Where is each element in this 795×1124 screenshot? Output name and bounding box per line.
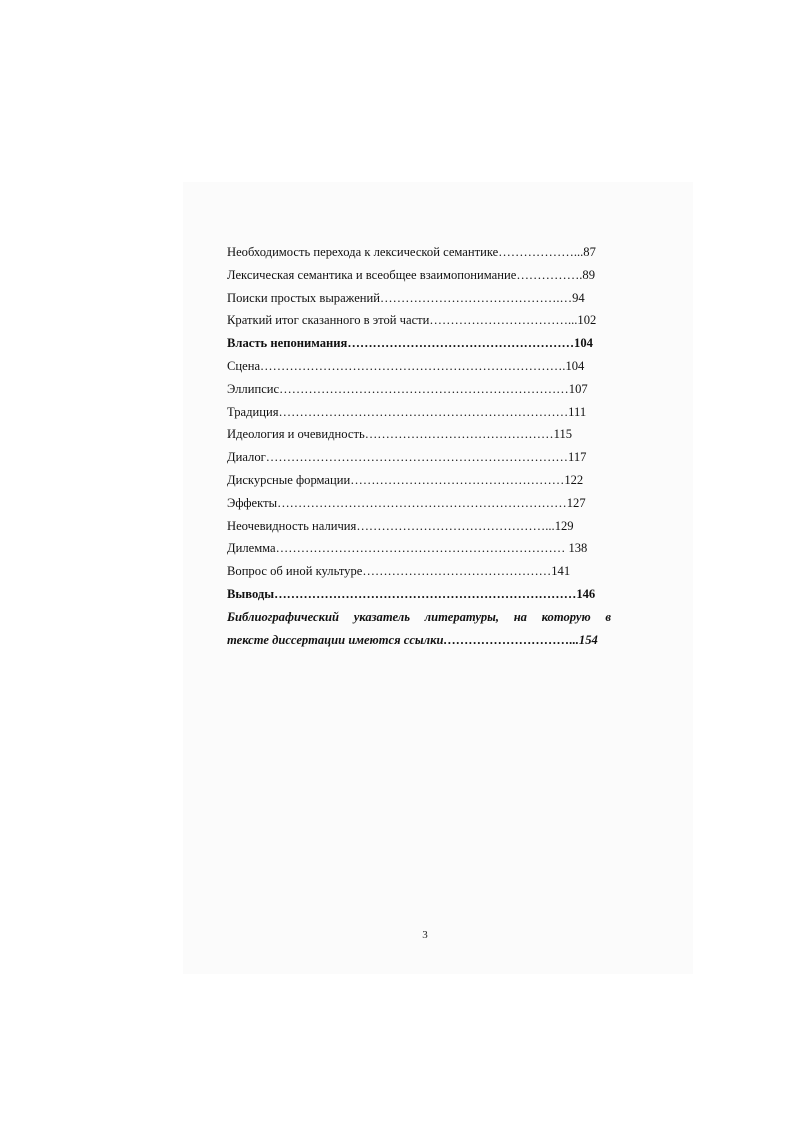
toc-entry: Лексическая семантика и всеобщее взаимопонимание…………….89 <box>227 267 596 282</box>
toc-entry: Необходимость перехода к лексической семантике………………...87 <box>227 245 596 259</box>
toc-entry: Краткий итог сказанного в этой части……………………………...102 <box>227 313 597 328</box>
toc-entry: Поиски простых выражений…………………………………….…94 <box>227 290 585 305</box>
toc-entry: Идеология и очевидность………………………………………115 <box>227 427 573 442</box>
toc-bibliography-line-1: Библиографический указатель литературы, на которую в <box>227 609 611 624</box>
page-number: 3 <box>422 929 428 941</box>
toc-entry: Традиция……………………………………………………………111 <box>227 404 587 419</box>
toc-entry: Диалог………………………………………………………………117 <box>227 450 587 465</box>
toc-entry: Вопрос об иной культуре………………………………………141 <box>227 564 571 579</box>
toc-entry: Эффекты……………………………………………………………127 <box>227 495 586 510</box>
toc-section-heading: Выводы………………………………………………………………146 <box>227 586 596 601</box>
toc-entry: Неочевидность наличия………………………………………...129 <box>227 518 574 533</box>
table-of-contents <box>227 241 615 651</box>
toc-entry: Дискурсные формации……………………………………………122 <box>227 472 584 487</box>
toc-entry: Дилемма…………………………………………………………… 138 <box>227 541 588 556</box>
toc-section-heading: Власть непонимания………………………………………………104 <box>227 336 593 351</box>
toc-bibliography-line-2: тексте диссертации имеются ссылки…………………………...154 <box>227 632 598 647</box>
toc-entry: Сцена……………………………………………………………….104 <box>227 358 585 373</box>
toc-entry: Эллипсис……………………………………………………………107 <box>227 381 588 396</box>
